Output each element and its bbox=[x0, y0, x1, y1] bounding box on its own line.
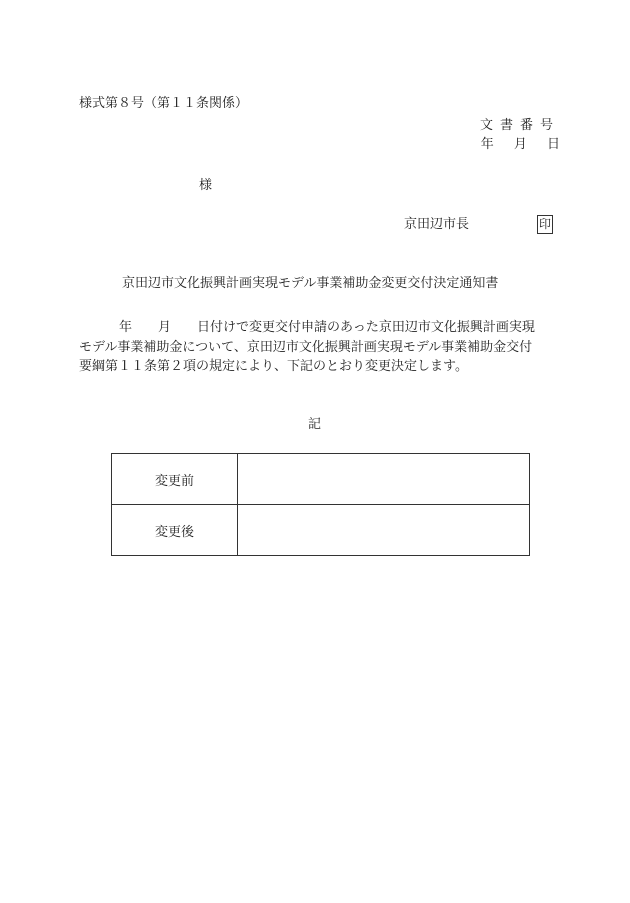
body-line: 要綱第１１条第２項の規定により、下記のとおり変更決定します。 bbox=[79, 359, 468, 374]
row-label: 変更後 bbox=[112, 505, 238, 556]
addressee-honorific: 様 bbox=[199, 178, 213, 193]
table-row bbox=[112, 505, 530, 556]
row-value bbox=[238, 454, 530, 505]
change-table bbox=[111, 453, 530, 556]
row-label: 変更前 bbox=[112, 454, 238, 505]
body-line: 年 月 日付けで変更交付申請のあった京田辺市文化振興計画実現 bbox=[119, 320, 535, 335]
document-number-label: 文書番号 bbox=[479, 118, 560, 133]
body-paragraph bbox=[79, 318, 560, 377]
ki-heading: 記 bbox=[308, 417, 322, 432]
seal-mark: 印 bbox=[537, 215, 553, 234]
date-line: 年 月 日 bbox=[480, 137, 560, 152]
document-title: 京田辺市文化振興計画実現モデル事業補助金変更交付決定通知書 bbox=[122, 276, 499, 291]
body-line: モデル事業補助金について、京田辺市文化振興計画実現モデル事業補助金交付 bbox=[79, 339, 533, 355]
row-value bbox=[238, 505, 530, 556]
table-row bbox=[112, 454, 530, 505]
issuer-name: 京田辺市長 bbox=[404, 217, 470, 232]
form-number: 様式第８号（第１１条関係） bbox=[79, 96, 249, 111]
